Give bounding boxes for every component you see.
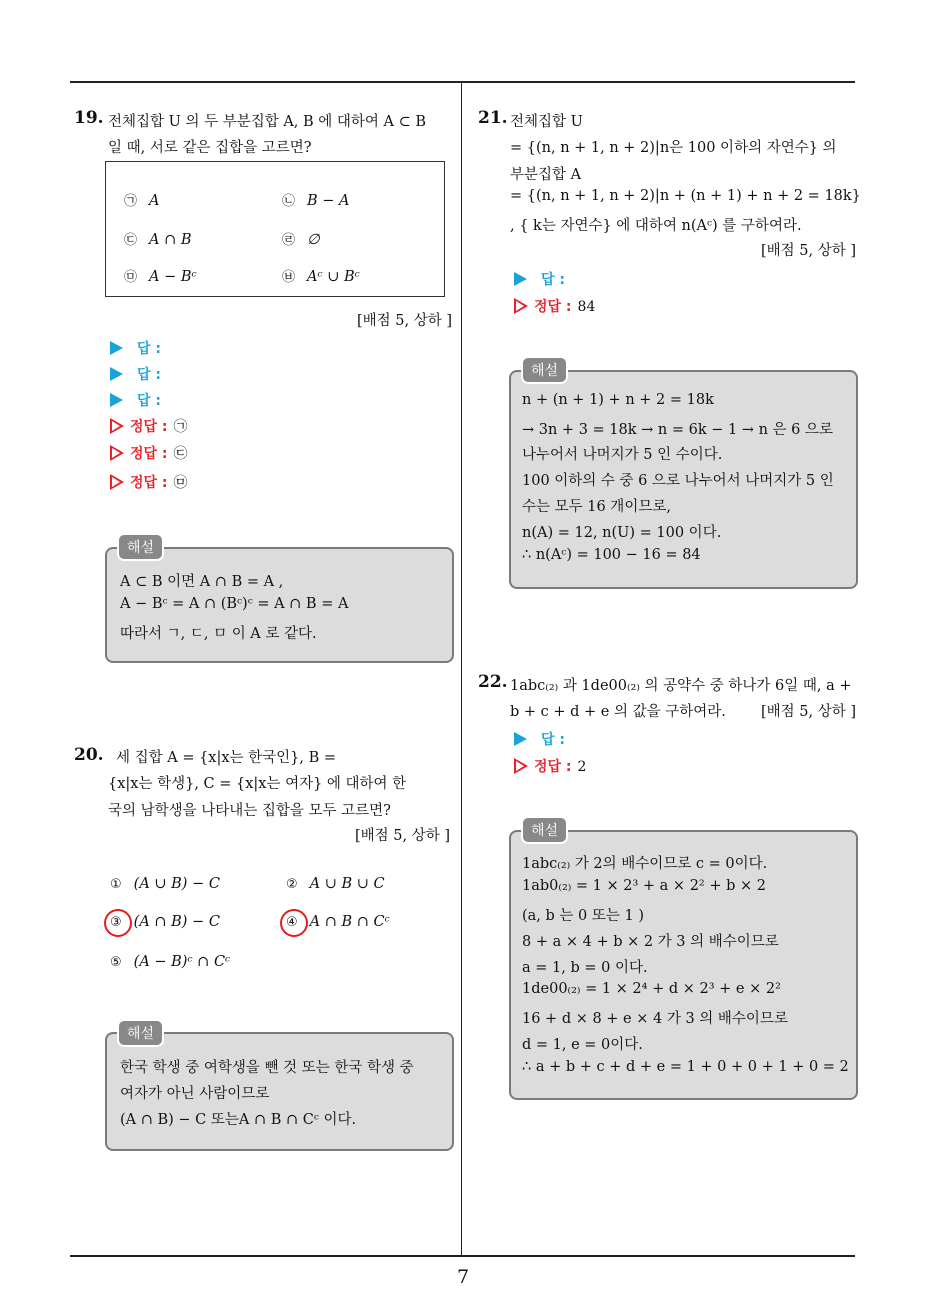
option-text: A ∩ B [149, 232, 192, 248]
correct-label: 정답 : [534, 759, 572, 775]
q21-expl-line1: n + (n + 1) + n + 2 = 18k [522, 392, 714, 408]
q19-number: 19. [74, 108, 104, 128]
option-text: B − A [307, 193, 350, 209]
option-text: (A ∩ B) − C [133, 914, 220, 930]
top-rule [70, 81, 855, 83]
q22-expl-line9: ∴ a + b + c + d + e = 1 + 0 + 0 + 1 + 0 = 2 [522, 1059, 849, 1075]
q21-expl-line5: 수는 모두 16 개이므로, [522, 499, 671, 515]
correct-label: 정답 : [130, 446, 168, 462]
outline-triangle-icon [514, 758, 528, 774]
q21-answer[interactable] [514, 269, 565, 289]
q19-option-2[interactable] [282, 190, 350, 209]
q19-option-5[interactable] [124, 266, 197, 285]
play-icon [514, 272, 527, 286]
q22-expl-line3: (a, b 는 0 또는 1 ) [522, 908, 644, 924]
option-text: A ∩ B ∩ Cᶜ [309, 914, 390, 930]
q19-option-3[interactable] [124, 229, 192, 248]
correct-value: ㉠ [173, 419, 188, 435]
q20-text-line2: {x|x는 학생}, C = {x|x는 여자} 에 대하여 한 [108, 776, 407, 792]
correct-label: 정답 : [130, 419, 168, 435]
q19-answer-2[interactable] [110, 364, 161, 384]
option-text: (A ∪ B) − C [133, 876, 220, 892]
play-icon [110, 393, 123, 407]
q22-expl-line1: 1abc₍₂₎ 가 2의 배수이므로 c = 0이다. [522, 856, 768, 872]
q22-correct [514, 756, 586, 776]
q20-expl-line2: 여자가 아닌 사람이므로 [120, 1086, 270, 1102]
q20-expl-line3: (A ∩ B) − C 또는A ∩ B ∩ Cᶜ 이다. [120, 1112, 357, 1128]
option-marker: ㉢ [124, 233, 138, 248]
q21-score: [배점 5, 상하 ] [760, 243, 856, 259]
q21-expl-line7: ∴ n(Aᶜ) = 100 − 16 = 84 [522, 547, 701, 563]
q21-text-line5: , { k는 자연수} 에 대하여 n(Aᶜ) 를 구하여라. [510, 218, 802, 234]
option-marker: ① [110, 877, 122, 892]
q21-explanation-tag: 해설 [521, 356, 568, 384]
q22-number: 22. [478, 672, 508, 692]
q22-expl-line2: 1ab0₍₂₎ = 1 × 2³ + a × 2² + b × 2 [522, 878, 766, 894]
q21-expl-line3: 나누어서 나머지가 5 인 수이다. [522, 447, 723, 463]
q20-option-4[interactable] [286, 914, 390, 930]
outline-triangle-icon [110, 474, 124, 490]
q22-text-line1: 1abc₍₂₎ 과 1de00₍₂₎ 의 공약수 중 하나가 6일 때, a + [510, 678, 852, 694]
correct-value: ㉤ [173, 475, 188, 491]
play-icon [514, 732, 527, 746]
answer-label: 답 : [137, 341, 161, 357]
outline-triangle-icon [110, 445, 124, 461]
q21-correct [514, 296, 595, 316]
q22-text-line2: b + c + d + e 의 값을 구하여라. [510, 704, 726, 720]
correct-label: 정답 : [534, 299, 572, 315]
option-marker: ② [286, 877, 298, 892]
q21-expl-line2: → 3n + 3 = 18k → n = 6k − 1 → n 은 6 으로 [522, 422, 833, 438]
q19-expl-line2: A − Bᶜ = A ∩ (Bᶜ)ᶜ = A ∩ B = A [120, 596, 349, 612]
option-marker: ㉣ [282, 233, 296, 248]
play-icon [110, 367, 123, 381]
page-number: 7 [456, 1266, 470, 1288]
option-text: A − Bᶜ [149, 269, 197, 285]
q20-score: [배점 5, 상하 ] [354, 828, 450, 844]
q20-explanation-tag: 해설 [117, 1019, 164, 1047]
q19-text-line2: 일 때, 서로 같은 집합을 고르면? [108, 140, 312, 156]
correct-value: 84 [577, 299, 596, 315]
q22-expl-line5: a = 1, b = 0 이다. [522, 960, 648, 976]
option-text: A ∪ B ∪ C [309, 876, 385, 892]
play-icon [110, 341, 123, 355]
q20-option-1[interactable] [110, 876, 220, 892]
q22-explanation-tag: 해설 [521, 816, 568, 844]
option-marker: ㉠ [124, 194, 138, 209]
correct-value: 2 [577, 759, 587, 775]
q20-number: 20. [74, 745, 104, 765]
q19-answer-3[interactable] [110, 390, 161, 410]
q19-expl-line3: 따라서 ㄱ, ㄷ, ㅁ 이 A 로 같다. [120, 626, 317, 642]
q22-expl-line4: 8 + a × 4 + b × 2 가 3 의 배수이므로 [522, 934, 779, 950]
option-marker: ④ [286, 915, 298, 930]
q19-correct-1 [110, 416, 188, 436]
option-text: (A − B)ᶜ ∩ Cᶜ [133, 954, 231, 970]
column-divider [461, 83, 462, 1255]
outline-triangle-icon [514, 298, 528, 314]
q19-score: [배점 5, 상하 ] [356, 313, 452, 329]
q19-explanation-tag: 해설 [117, 533, 164, 561]
q19-correct-2 [110, 443, 188, 463]
q21-expl-line4: 100 이하의 수 중 6 으로 나누어서 나머지가 5 인 [522, 473, 834, 489]
q22-expl-line6: 1de00₍₂₎ = 1 × 2⁴ + d × 2³ + e × 2² [522, 981, 781, 997]
q20-option-2[interactable] [286, 876, 385, 892]
q19-option-1[interactable] [124, 190, 160, 209]
q19-option-6[interactable] [282, 266, 360, 285]
q19-option-4[interactable] [282, 229, 320, 248]
q22-expl-line8: d = 1, e = 0이다. [522, 1037, 643, 1053]
q20-option-3[interactable] [110, 914, 220, 930]
option-text: ∅ [307, 232, 320, 248]
outline-triangle-icon [110, 418, 124, 434]
option-marker: ③ [110, 915, 122, 930]
answer-label: 답 : [137, 367, 161, 383]
q21-expl-line6: n(A) = 12, n(U) = 100 이다. [522, 525, 722, 541]
option-marker: ㉤ [124, 270, 138, 285]
q22-score: [배점 5, 상하 ] [760, 704, 856, 720]
correct-label: 정답 : [130, 475, 168, 491]
bottom-rule [70, 1255, 855, 1257]
q22-expl-line7: 16 + d × 8 + e × 4 가 3 의 배수이므로 [522, 1011, 788, 1027]
correct-value: ㉢ [173, 446, 188, 462]
q20-expl-line1: 한국 학생 중 여학생을 뺀 것 또는 한국 학생 중 [120, 1060, 414, 1076]
q21-text-line3: 부분집합 A [510, 167, 582, 183]
q21-number: 21. [478, 108, 508, 128]
answer-label: 답 : [541, 732, 565, 748]
option-marker: ㉡ [282, 194, 296, 209]
answer-label: 답 : [541, 272, 565, 288]
answer-label: 답 : [137, 393, 161, 409]
q22-answer[interactable] [514, 729, 565, 749]
option-marker: ㉥ [282, 270, 296, 285]
q20-text-line3: 국의 남학생을 나타내는 집합을 모두 고르면? [108, 803, 391, 819]
option-marker: ⑤ [110, 955, 122, 970]
option-text: A [149, 193, 160, 209]
q19-answer-1[interactable] [110, 338, 161, 358]
q20-option-5[interactable] [110, 954, 230, 970]
option-text: Aᶜ ∪ Bᶜ [307, 269, 360, 285]
q20-text-line1: 세 집합 A = {x|x는 한국인}, B = [116, 750, 337, 766]
q21-text-line2: = {(n, n + 1, n + 2)|n은 100 이하의 자연수} 의 [510, 140, 837, 156]
q19-correct-3 [110, 472, 188, 492]
q21-text-line4: = {(n, n + 1, n + 2)|n + (n + 1) + n + 2 = 18k} [510, 188, 861, 204]
q19-text-line1: 전체집합 U 의 두 부분집합 A, B 에 대하여 A ⊂ B [108, 114, 427, 130]
q21-text-line1: 전체집합 U [510, 114, 583, 130]
q19-expl-line1: A ⊂ B 이면 A ∩ B = A , [120, 574, 284, 590]
